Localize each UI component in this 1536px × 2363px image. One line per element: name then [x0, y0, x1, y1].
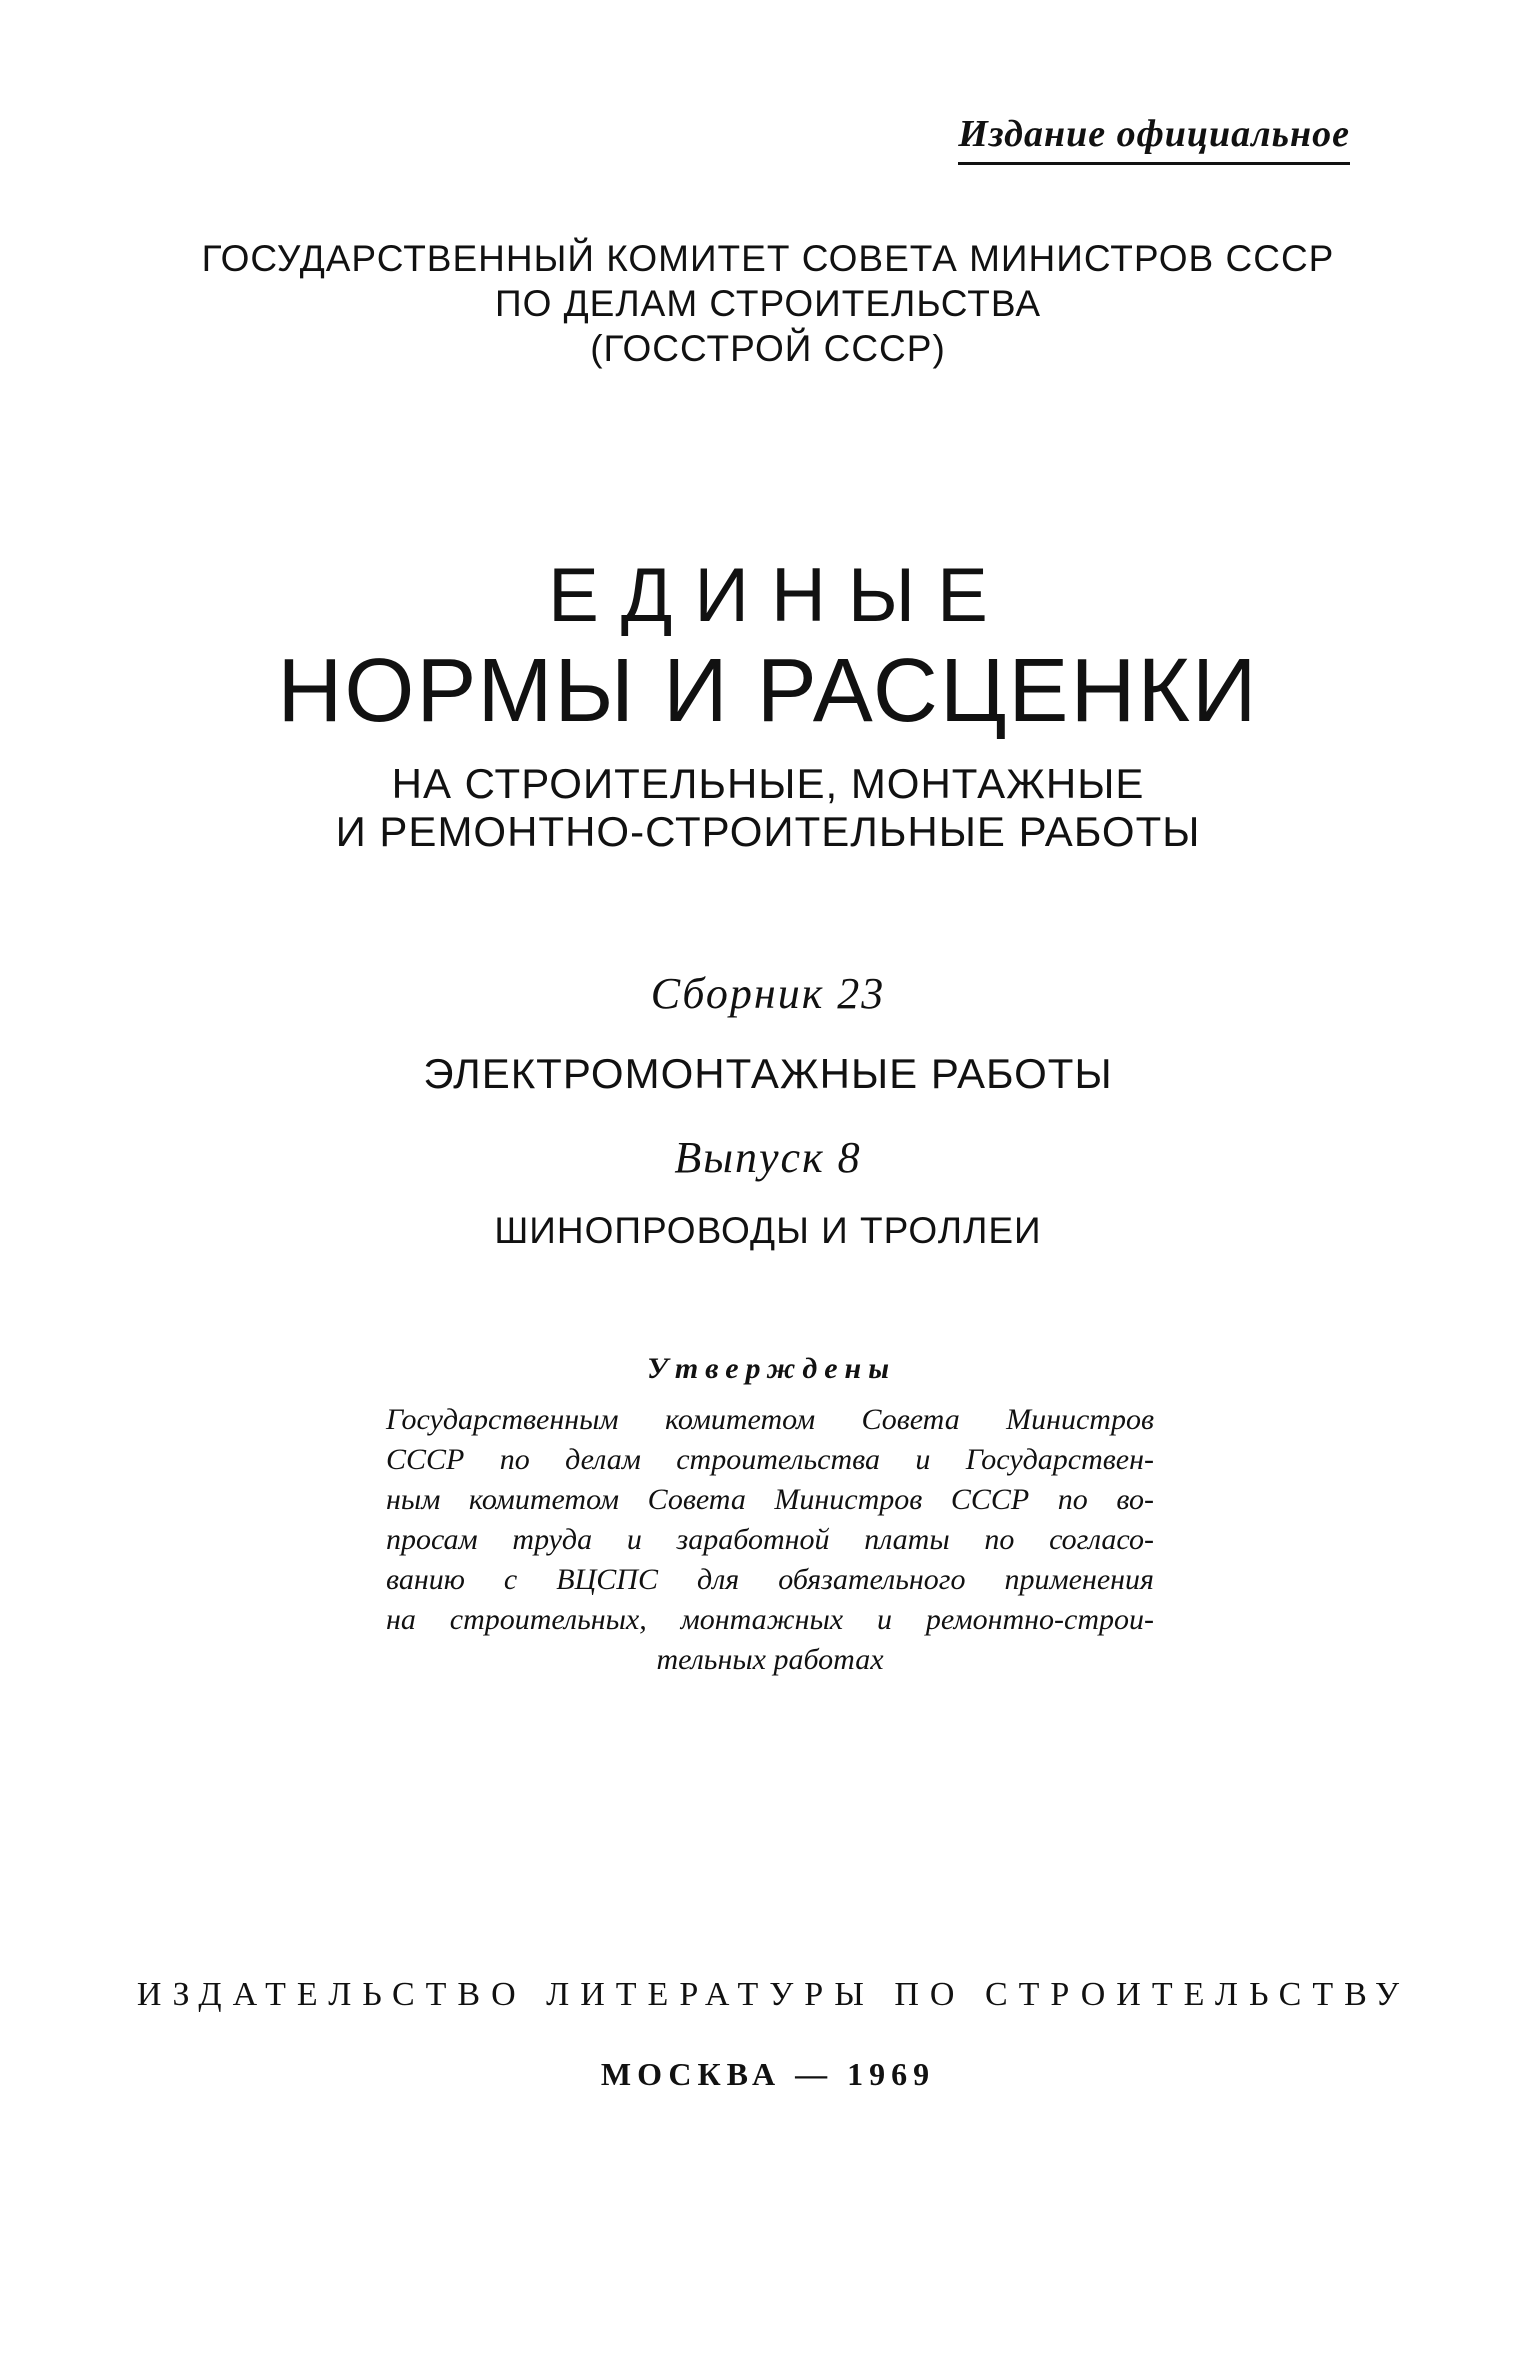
collection-label: Сборник 23 [650, 969, 886, 1018]
approval-line: тельных работах [656, 1643, 884, 1676]
subtitle-line-1: НА СТРОИТЕЛЬНЫЕ, МОНТАЖНЫЕ [391, 760, 1145, 807]
approval-line: Государственным комитетом Совета Министров [386, 1403, 1154, 1436]
approval-line: ным комитетом Совета Министров СССР по во- [386, 1483, 1154, 1516]
title-line-1: ЕДИНЫЕ [548, 553, 1010, 638]
subtitle-line-2: И РЕМОНТНО-СТРОИТЕЛЬНЫЕ РАБОТЫ [335, 808, 1201, 855]
collection-title: ЭЛЕКТРОМОНТАЖНЫЕ РАБОТЫ [423, 1050, 1113, 1097]
approval-line: на строительных, монтажных и ремонтно-строи- [386, 1603, 1154, 1636]
title-line-2: НОРМЫ И РАСЦЕНКИ [277, 641, 1259, 741]
approval-heading: Утверждены [646, 1352, 897, 1385]
city-year: МОСКВА — 1969 [600, 2056, 936, 2092]
issue-title: ШИНОПРОВОДЫ И ТРОЛЛЕИ [494, 1210, 1042, 1251]
publisher-name: ИЗДАТЕЛЬСТВО ЛИТЕРАТУРЫ ПО СТРОИТЕЛЬСТВУ [136, 1976, 1411, 2013]
edition-label: Издание официальное [958, 112, 1350, 165]
issuer-line-3: (ГОССТРОЙ СССР) [590, 328, 946, 369]
issuer-line-2: ПО ДЕЛАМ СТРОИТЕЛЬСТВА [494, 283, 1042, 324]
issue-label: Выпуск 8 [674, 1133, 862, 1182]
approval-text [386, 1400, 1154, 1680]
approval-line: ванию с ВЦСПС для обязательного применения [386, 1563, 1154, 1596]
approval-line: просам труда и заработной платы по согласо- [386, 1523, 1154, 1556]
approval-line: СССР по делам строительства и Государствен- [386, 1443, 1154, 1476]
issuer-line-1: ГОСУДАРСТВЕННЫЙ КОМИТЕТ СОВЕТА МИНИСТРОВ СССР [201, 238, 1335, 279]
